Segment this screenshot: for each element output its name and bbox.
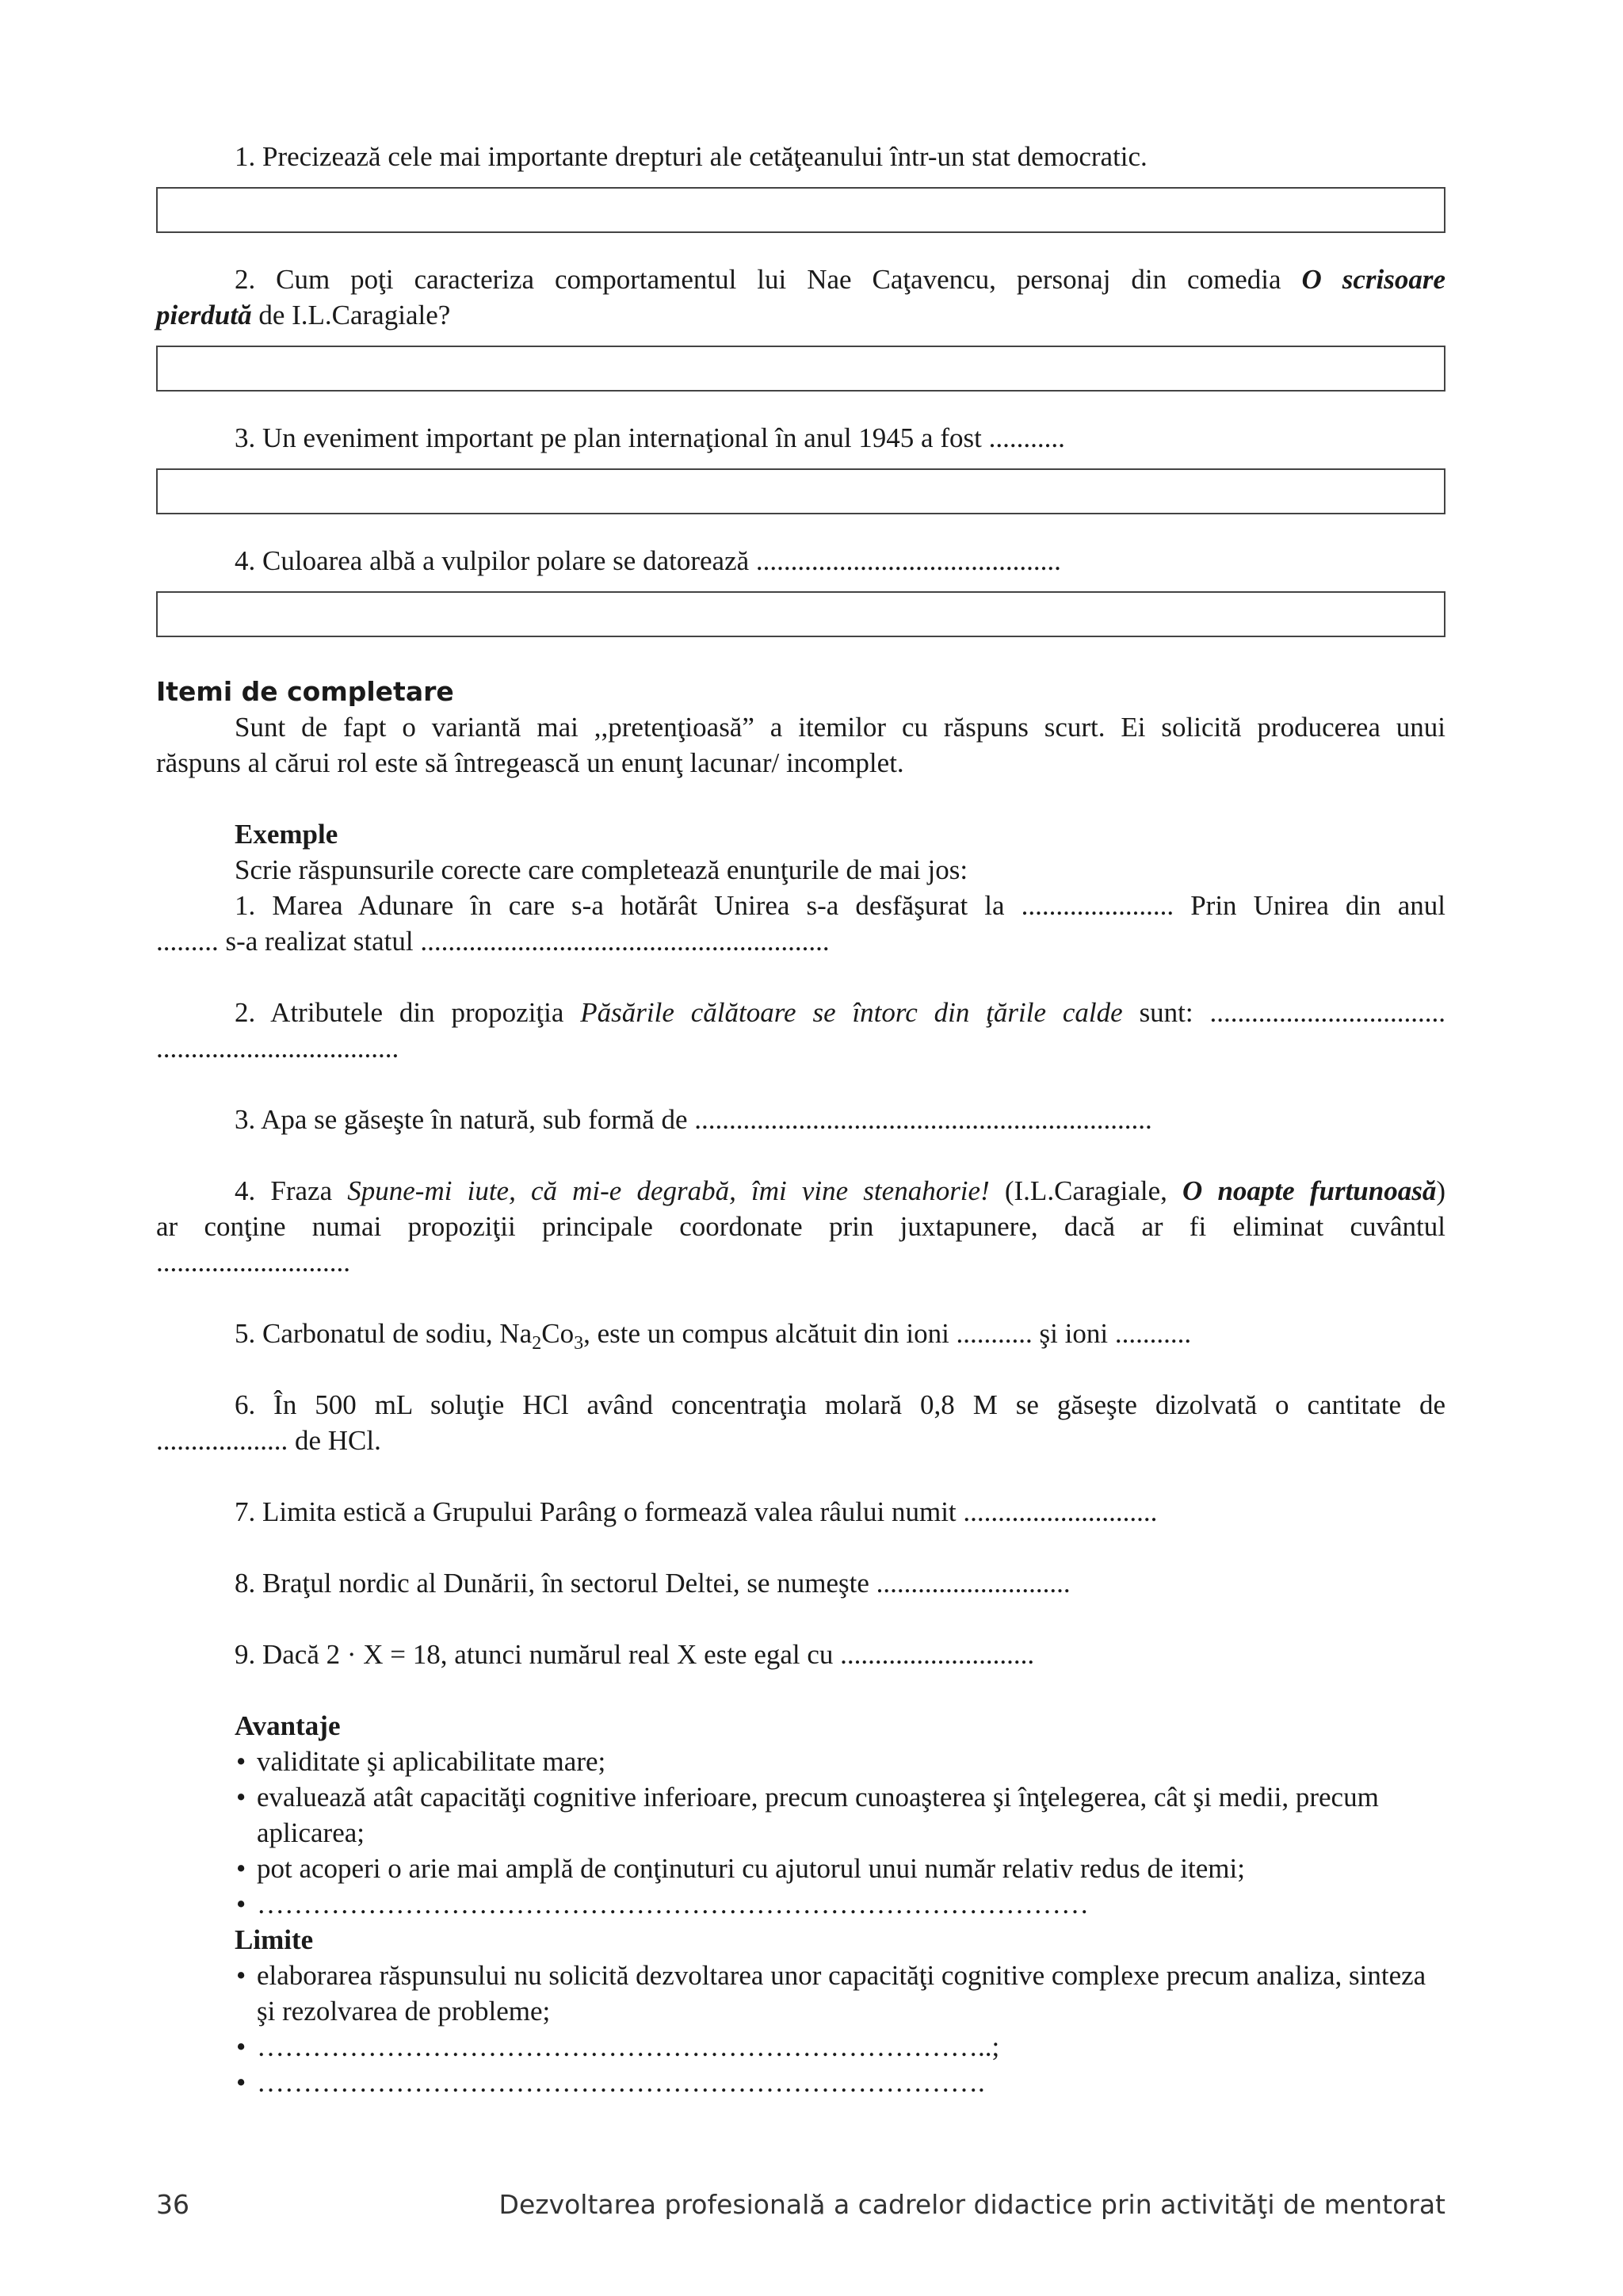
example-7: 7. Limita estică a Grupului Parâng o formează valea râului numit ............................ <box>235 1496 1158 1527</box>
section-title: Itemi de completare <box>156 676 454 707</box>
list-item: • validitate şi aplicabilitate mare; <box>235 1744 1445 1779</box>
list-item: • ……………………………………………………………………..; <box>235 2029 1445 2065</box>
limits-list <box>156 1958 1445 2100</box>
question-2: 2. Cum poţi caracteriza comportamentul lui Nae Caţavencu, personaj din comedia O scrisoare <box>235 264 1445 295</box>
example-5: 5. Carbonatul de sodiu, $Na_2Co_3$, este un compus alcătuit din ioni ........... şi ioni ........... <box>235 1318 1192 1354</box>
answer-box-1[interactable] <box>156 187 1445 233</box>
example-2-line2: ................................... <box>156 1033 399 1064</box>
advantages-heading: Avantaje <box>235 1710 341 1741</box>
answer-box-3[interactable] <box>156 468 1445 514</box>
list-item: • elaborarea răspunsului nu solicită dezvoltarea unor capacităţi cognitive complexe precum analiza, sinteza şi rezolvarea de probleme; <box>235 1958 1445 2029</box>
page-content <box>156 139 1445 2100</box>
section-intro-line1: Sunt de fapt o variantă mai ,,pretenţioasă” a itemilor cu răspuns scurt. Ei solicită producerea unui <box>235 712 1445 743</box>
answer-box-2[interactable] <box>156 346 1445 392</box>
question-2-cont: pierdută de I.L.Caragiale? <box>156 300 451 330</box>
list-item: • ……………………………………………………………………………… <box>235 1886 1445 1922</box>
question-3: 3. Un eveniment important pe plan internaţional în anul 1945 a fost ........... <box>235 422 1065 453</box>
page-number: 36 <box>156 2189 189 2220</box>
advantages-list <box>156 1744 1445 1922</box>
list-item: • ……………………………………………………………………. <box>235 2065 1445 2100</box>
example-1-line2: ......... s-a realizat statul ........................................................... <box>156 926 830 957</box>
example-3: 3. Apa se găseşte în natură, sub formă de .................................................................. <box>235 1104 1152 1135</box>
example-9: 9. Dacă 2 · X = 18, atunci numărul real X este egal cu ............................ <box>235 1639 1035 1670</box>
example-4-line3: ............................ <box>156 1247 350 1278</box>
example-2-line1: 2. Atributele din propoziţia Păsările călătoare se întorc din ţările calde sunt: .................................. <box>235 997 1445 1028</box>
list-item: • evaluează atât capacităţi cognitive inferioare, precum cunoaşterea şi înţelegerea, cât şi medii, precum aplicarea; <box>235 1779 1445 1851</box>
answer-box-4[interactable] <box>156 591 1445 637</box>
example-4-line1: 4. Fraza Spune-mi iute, că mi-e degrabă, îmi vine stenahorie! (I.L.Caragiale, O noapte furtunoasă) <box>235 1175 1445 1206</box>
section-intro-line2: răspuns al cărui rol este să întregească un enunţ lacunar/ incomplet. <box>156 747 904 778</box>
examples-heading: Exemple <box>235 819 338 850</box>
example-6-line2: ................... de HCl. <box>156 1425 381 1456</box>
footer-title: Dezvoltarea profesională a cadrelor didactice prin activităţi de mentorat <box>498 2189 1445 2220</box>
page-footer <box>156 2189 1445 2225</box>
example-4-line2: ar conţine numai propoziţii principale coordonate prin juxtapunere, dacă ar fi eliminat cuvântul <box>156 1211 1445 1242</box>
example-8: 8. Braţul nordic al Dunării, în sectorul Deltei, se numeşte ............................ <box>235 1568 1071 1599</box>
question-4: 4. Culoarea albă a vulpilor polare se datorează ............................................ <box>235 545 1061 576</box>
examples-instruction: Scrie răspunsurile corecte care completează enunţurile de mai jos: <box>235 854 968 885</box>
question-1: 1. Precizează cele mai importante drepturi ale cetăţeanului într-un stat democratic. <box>235 141 1148 172</box>
example-1-line1: 1. Marea Adunare în care s-a hotărât Unirea s-a desfăşurat la ...................... Prin Unirea din anul <box>235 890 1445 921</box>
limits-heading: Limite <box>235 1924 314 1955</box>
example-6-line1: 6. În 500 mL soluţie HCl având concentraţia molară 0,8 M se găseşte dizolvată o cantitate de <box>235 1389 1445 1420</box>
list-item: • pot acoperi o arie mai amplă de conţinuturi cu ajutorul unui număr relativ redus de itemi; <box>235 1851 1445 1886</box>
